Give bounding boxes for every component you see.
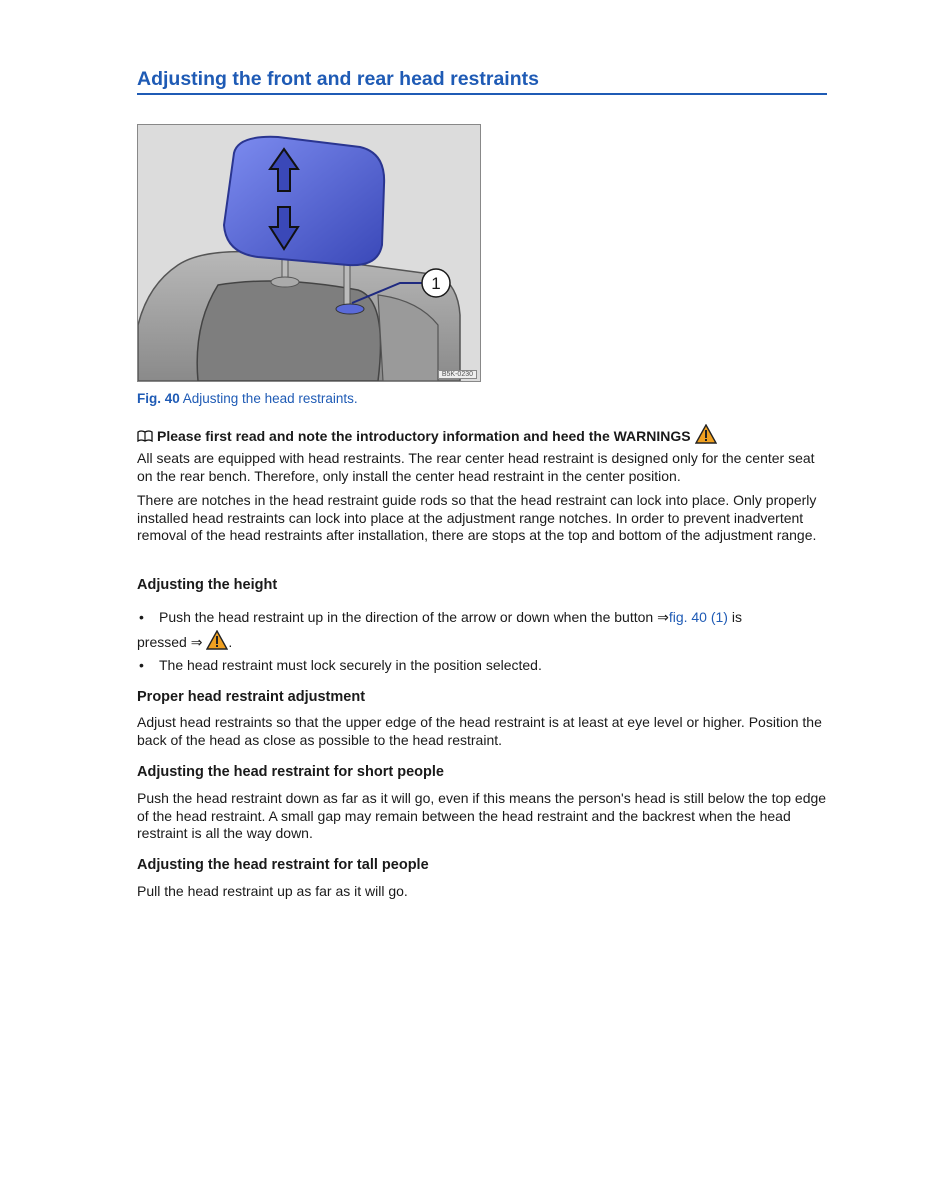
fig-40-link[interactable]: fig. 40 (1): [668, 609, 728, 625]
paragraph-seats: All seats are equipped with head restraints. The rear center head restraint is designed only for the center seat on the rear bench. Therefore, only install the center head restraint in the center position.: [137, 450, 815, 484]
intro-note: [137, 424, 717, 444]
list-item-continuation: [137, 630, 827, 652]
headrest-illustration: [138, 125, 480, 381]
heading-tall-people: Adjusting the head restraint for tall people: [137, 857, 429, 873]
figure-40: [137, 124, 481, 382]
paragraph-notches: There are notches in the head restraint guide rods so that the head restraint can lock into place. Only properly installed head restraints can lock into place at the adjustment range notches. In order to prevent inadvertent removal of the head restraints after installation, there are stops at the top and bottom of the adjustment range.: [137, 492, 817, 543]
heading-adjusting-height: Adjusting the height: [137, 577, 278, 593]
bullet-text: Push the head restraint up in the direction of the arrow or down when the button: [159, 609, 658, 625]
callout-1-label: 1: [431, 274, 441, 293]
book-icon: [137, 430, 153, 442]
heading-proper-adjustment: Proper head restraint adjustment: [137, 689, 366, 705]
paragraph-proper: Adjust head restraints so that the upper edge of the head restraint is at least at eye level or higher. Position the back of the head as close as possible to the head restraint.: [137, 714, 822, 748]
bullet-text-end: is: [727, 609, 742, 625]
list-item: • Push the head restraint up in the direction of the arrow or down when the button ⇒fig. 40 (1) is: [139, 609, 742, 625]
figure-caption: [137, 391, 358, 406]
arrow-glyph: ⇒: [657, 609, 669, 625]
figure-caption-text: Adjusting the head restraints.: [179, 391, 358, 406]
list-item: • The head restraint must lock securely in the position selected.: [137, 657, 827, 675]
warning-triangle-icon[interactable]: [206, 630, 228, 650]
heading-short-people: Adjusting the head restraint for short people: [137, 764, 444, 780]
paragraph-tall: Pull the head restraint up as far as it will go.: [137, 883, 408, 899]
paragraph-short: Push the head restraint down as far as it will go, even if this means the person's head is still below the top edge of the head restraint. A small gap may remain between the head restraint and the backrest when the head restraint is all the way down.: [137, 790, 827, 841]
warning-triangle-icon[interactable]: [695, 424, 717, 444]
bullet-text: The head restraint must lock securely in the position selected.: [159, 657, 542, 673]
bullet-line2-end: .: [228, 634, 233, 650]
page-title: Adjusting the front and rear head restraints: [137, 68, 827, 95]
bullet-line2: pressed ⇒: [137, 634, 203, 650]
figure-label: Fig. 40: [137, 391, 180, 406]
figure-code: B5K-0230: [438, 370, 477, 379]
intro-text: Please first read and note the introductory information and heed the WARNINGS: [157, 428, 691, 444]
